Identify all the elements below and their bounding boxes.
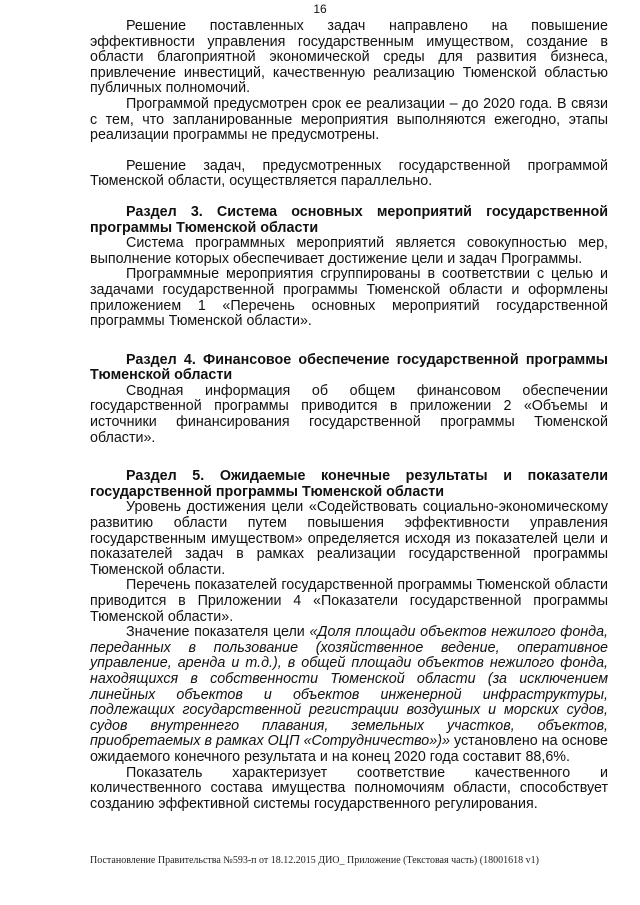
paragraph-gap	[90, 190, 608, 205]
body-paragraph	[90, 625, 608, 765]
section-heading: Раздел 4. Финансовое обеспечение государственной программы Тюменской области	[90, 351, 608, 384]
page-footer: Постановление Правительства №593-п от 18.12.2015 ДИО_ Приложение (Текстовая часть) (18001618 v1)	[90, 855, 539, 866]
paragraph-gap	[90, 446, 608, 469]
section-heading: Раздел 3. Система основных мероприятий государственной программы Тюменской области	[90, 203, 608, 236]
paragraph-text: Значение показателя цели	[126, 624, 310, 641]
page-number: 16	[313, 2, 327, 16]
indicator-name-italic: «Доля площади объектов нежилого фонда, переданных в пользование (хозяйственное ведение, оперативное управление, аренда и т.д.), в общей площади объектов нежилого фонда, находящихся в собственности Тюменской области (за исключением линейных объектов и объектов инженерной инфраструктуры, подлежащих государственной регистрации воздушных и морских судов, судов внутреннего плавания, земельных участков, объектов, приобретаемых в рамках ОЦП «Сотрудничество»)»	[90, 624, 608, 750]
document-body	[90, 19, 608, 812]
body-paragraph: Перечень показателей государственной программы Тюменской области приводится в Приложении 4 «Показатели государственной программы Тюменской области».	[90, 577, 608, 625]
paragraph-text: установлено на основе ожидаемого конечного результата и на конец 2020 года составит 88,6%.	[90, 733, 608, 765]
body-paragraph: Сводная информация об общем финансовом обеспечении государственной программы приводится в приложении 2 «Объемы и источники финансирования государственной программы Тюменской области».	[90, 382, 608, 446]
body-paragraph: Система программных мероприятий является совокупностью мер, выполнение которых обеспечивает достижение цели и задач Программы.	[90, 235, 608, 267]
body-paragraph: Программой предусмотрен срок ее реализации – до 2020 года. В связи с тем, что запланированные мероприятия выполняются ежегодно, этапы реализации программы не предусмотрены.	[90, 95, 608, 144]
body-paragraph: Решение задач, предусмотренных государственной программой Тюменской области, осуществляется параллельно.	[90, 157, 608, 190]
body-paragraph: Уровень достижения цели «Содействовать социально-экономическому развитию области путем повышения эффективности управления государственным имуществом» определяется исходя из показателей цели и показателей задач в рамках реализации государственной программы Тюменской области.	[90, 499, 608, 578]
body-paragraph: Программные мероприятия сгруппированы в соответствии с целью и задачами государственной программы Тюменской области и оформлены приложением 1 «Перечень основных мероприятий государственной программы Тюменской области».	[90, 266, 608, 330]
body-paragraph: Решение поставленных задач направлено на повышение эффективности управления государственным имуществом, создание в области благоприятной экономической среды для развития бизнеса, привлечение инвестиций, качественную реализацию Тюменской областью публичных полномочий.	[90, 18, 608, 97]
section-heading: Раздел 5. Ожидаемые конечные результаты и показатели государственной программы Тюменской области	[90, 468, 608, 500]
paragraph-gap	[90, 330, 608, 353]
paragraph-gap	[90, 144, 608, 159]
body-paragraph: Показатель характеризует соответствие качественного и количественного состава имущества полномочиям области, способствует созданию эффективной системы государственного регулирования.	[90, 764, 608, 812]
